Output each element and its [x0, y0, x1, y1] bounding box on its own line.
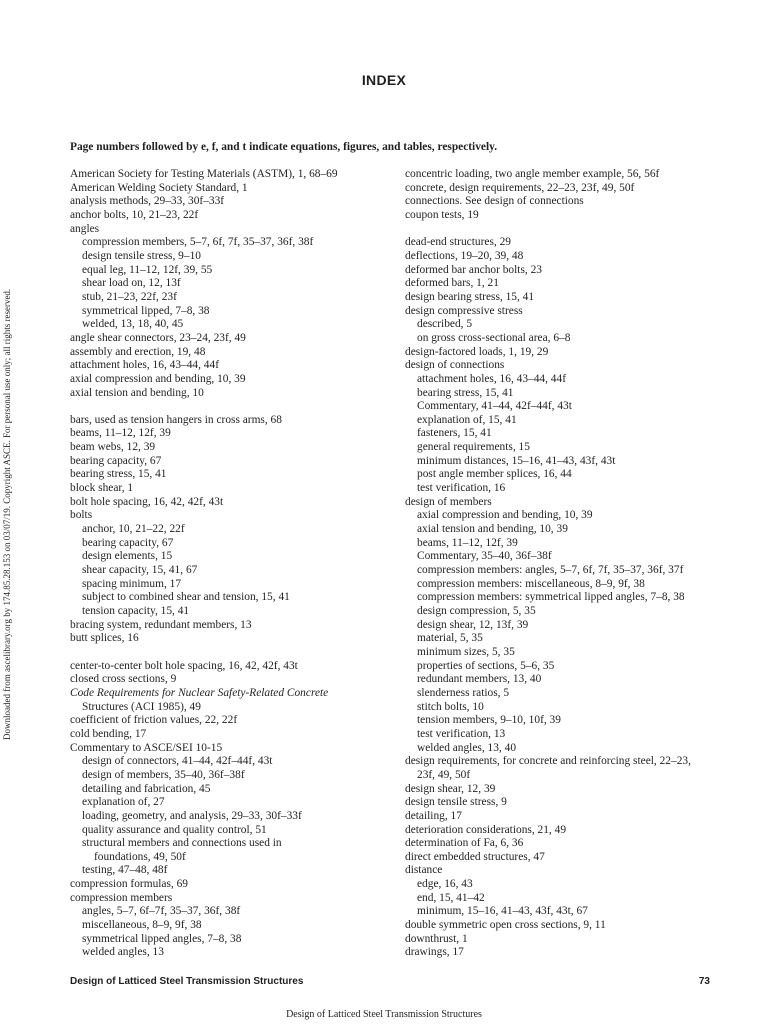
index-subentry: minimum, 15–16, 41–43, 43f, 43t, 67 — [417, 905, 588, 918]
index-subentry: compression members: angles, 5–7, 6f, 7f, 35–37, 36f, 37f — [417, 564, 684, 577]
index-entry: cold bending, 17 — [70, 727, 147, 740]
index-entry: design shear, 12, 39 — [405, 782, 496, 795]
index-subentry: properties of sections, 5–6, 35 — [417, 659, 555, 672]
index-subentry: post angle member splices, 16, 44 — [417, 468, 572, 481]
index-entry: block shear, 1 — [70, 482, 134, 495]
index-entry: design of members — [405, 495, 492, 508]
index-subentry: subject to combined shear and tension, 15, 41 — [82, 591, 290, 604]
index-entry: Commentary to ASCE/SEI 10-15 — [70, 741, 223, 754]
index-right-column — [405, 168, 725, 960]
index-entry: deformed bar anchor bolts, 23 — [405, 263, 542, 276]
index-subentry: design of connectors, 41–44, 42f–44f, 43t — [82, 755, 273, 768]
index-subentry: anchor, 10, 21–22, 22f — [82, 523, 185, 536]
index-entry: assembly and erection, 19, 48 — [70, 345, 206, 358]
index-subentry: described, 5 — [417, 318, 473, 331]
page-number: 73 — [698, 976, 710, 987]
index-subentry: fasteners, 15, 41 — [417, 427, 492, 440]
index-entry: downthrust, 1 — [405, 932, 468, 945]
index-subentry: compression members, 5–7, 6f, 7f, 35–37, 36f, 38f — [82, 236, 314, 249]
index-subentry: stitch bolts, 10 — [417, 700, 484, 713]
index-entry: design-factored loads, 1, 19, 29 — [405, 345, 549, 358]
index-entry: Code Requirements for Nuclear Safety-Related Concrete — [70, 686, 329, 699]
index-entry: American Society for Testing Materials (ASTM), 1, 68–69 — [70, 168, 338, 180]
index-entry: design requirements, for concrete and reinforcing steel, 22–23, — [405, 755, 691, 768]
index-entry: deterioration considerations, 21, 49 — [405, 823, 567, 836]
index-subentry: compression members: miscellaneous, 8–9, 9f, 38 — [417, 577, 645, 590]
index-subentry: compression members: symmetrical lipped angles, 7–8, 38 — [417, 591, 685, 604]
index-subentry: Commentary, 41–44, 42f–44f, 43t — [417, 400, 572, 413]
index-subentry: general requirements, 15 — [417, 441, 530, 454]
index-entry: beam webs, 12, 39 — [70, 441, 156, 454]
index-subentry: symmetrical lipped, 7–8, 38 — [82, 304, 210, 317]
index-subentry: redundant members, 13, 40 — [417, 673, 542, 686]
index-spacer — [70, 646, 400, 660]
index-entry: compression formulas, 69 — [70, 878, 188, 891]
index-entry: deflections, 19–20, 39, 48 — [405, 249, 524, 262]
index-subentry: stub, 21–23, 22f, 23f — [82, 290, 177, 303]
index-subentry: design compression, 5, 35 — [417, 605, 536, 617]
index-spacer — [70, 400, 400, 414]
index-subentry: on gross cross-sectional area, 6–8 — [417, 331, 571, 344]
index-subentry: quality assurance and quality control, 51 — [82, 823, 267, 836]
index-entry: double symmetric open cross sections, 9, 11 — [405, 919, 606, 932]
index-subentry: bearing capacity, 67 — [82, 536, 174, 549]
index-entry: design bearing stress, 15, 41 — [405, 290, 535, 303]
index-entry: closed cross sections, 9 — [70, 673, 177, 686]
index-subentry: explanation of, 15, 41 — [417, 413, 517, 426]
index-subentry: attachment holes, 16, 43–44, 44f — [417, 372, 566, 385]
index-subentry: design shear, 12, 13f, 39 — [417, 618, 529, 631]
index-subentry: tension members, 9–10, 10f, 39 — [417, 714, 561, 727]
index-subentry: shear capacity, 15, 41, 67 — [82, 564, 198, 577]
index-entry: bearing stress, 15, 41 — [70, 468, 167, 481]
index-subentry: bearing stress, 15, 41 — [417, 386, 514, 399]
index-entry: compression members — [70, 891, 173, 904]
bottom-title: Design of Latticed Steel Transmission Structures — [286, 1009, 482, 1020]
index-subentry: welded angles, 13 — [82, 946, 164, 959]
index-subentry: minimum sizes, 5, 35 — [417, 645, 515, 658]
index-entry: connections. See design of connections — [405, 195, 584, 208]
index-subentry: loading, geometry, and analysis, 29–33, 30f–33f — [82, 809, 302, 822]
index-subentry: shear load on, 12, 13f — [82, 277, 181, 290]
index-entry: American Welding Society Standard, 1 — [70, 181, 248, 194]
index-entry: bearing capacity, 67 — [70, 454, 162, 467]
index-subentry: equal leg, 11–12, 12f, 39, 55 — [82, 263, 213, 276]
index-entry: distance — [405, 864, 443, 877]
index-entry: bolt hole spacing, 16, 42, 42f, 43t — [70, 495, 224, 508]
index-spacer — [405, 223, 725, 237]
index-subentry: Structures (ACI 1985), 49 — [82, 700, 201, 713]
download-notice-text: Downloaded from ascelibrary.org by 174.85.28.153 on 03/07/19. Copyright ASCE. For personal use only; all rights reserved. — [2, 288, 12, 740]
index-subentry: symmetrical lipped angles, 7–8, 38 — [82, 932, 242, 945]
index-entry: determination of Fa, 6, 36 — [405, 837, 524, 850]
index-subentry: angles, 5–7, 6f–7f, 35–37, 36f, 38f — [82, 905, 241, 918]
index-entry: axial tension and bending, 10 — [70, 386, 204, 399]
index-entry: design of connections — [405, 359, 505, 372]
index-subentry: axial tension and bending, 10, 39 — [417, 523, 568, 536]
index-entry: design tensile stress, 9 — [405, 796, 507, 809]
page-title: INDEX — [361, 72, 407, 88]
index-subentry: 23f, 49, 50f — [417, 768, 471, 781]
index-entry: angles — [70, 222, 100, 235]
index-subentry: design tensile stress, 9–10 — [82, 249, 201, 262]
index-subentry: testing, 47–48, 48f — [82, 864, 168, 877]
index-subentry: design elements, 15 — [82, 550, 173, 563]
index-subentry: material, 5, 35 — [417, 632, 483, 645]
index-entry: beams, 11–12, 12f, 39 — [70, 427, 171, 440]
index-subentry: beams, 11–12, 12f, 39 — [417, 536, 518, 549]
index-subentry: tension capacity, 15, 41 — [82, 605, 190, 617]
index-entry: center-to-center bolt hole spacing, 16, 42, 42f, 43t — [70, 659, 298, 672]
index-entry: concrete, design requirements, 22–23, 23f, 49, 50f — [405, 181, 635, 194]
index-subentry: axial compression and bending, 10, 39 — [417, 509, 593, 522]
index-subentry: edge, 16, 43 — [417, 878, 473, 891]
index-subentry: foundations, 49, 50f — [94, 850, 186, 863]
index-subentry: welded angles, 13, 40 — [417, 741, 517, 754]
download-notice — [2, 250, 14, 750]
index-subentry: test verification, 16 — [417, 482, 506, 495]
index-entry: angle shear connectors, 23–24, 23f, 49 — [70, 331, 246, 344]
index-subentry: Commentary, 35–40, 36f–38f — [417, 550, 552, 563]
index-entry: coefficient of friction values, 22, 22f — [70, 714, 238, 727]
index-entry: direct embedded structures, 47 — [405, 850, 545, 863]
index-subentry: slenderness ratios, 5 — [417, 686, 510, 699]
index-entry: analysis methods, 29–33, 30f–33f — [70, 195, 225, 208]
index-left-column — [70, 168, 400, 960]
index-subentry: end, 15, 41–42 — [417, 891, 485, 904]
index-subentry: spacing minimum, 17 — [82, 577, 182, 590]
index-subentry: miscellaneous, 8–9, 9f, 38 — [82, 919, 202, 932]
index-entry: drawings, 17 — [405, 946, 464, 959]
index-entry: deformed bars, 1, 21 — [405, 277, 499, 290]
index-entry: bolts — [70, 509, 93, 522]
index-subentry: structural members and connections used in — [82, 837, 282, 850]
index-entry: dead-end structures, 29 — [405, 236, 511, 249]
index-entry: concentric loading, two angle member example, 56, 56f — [405, 168, 660, 180]
index-entry: axial compression and bending, 10, 39 — [70, 372, 246, 385]
index-note: Page numbers followed by e, f, and t indicate equations, figures, and tables, respectively. — [70, 141, 498, 153]
index-entry: detailing, 17 — [405, 809, 462, 822]
index-entry: attachment holes, 16, 43–44, 44f — [70, 359, 219, 372]
index-subentry: explanation of, 27 — [82, 796, 165, 809]
index-entry: design compressive stress — [405, 304, 523, 317]
index-entry: coupon tests, 19 — [405, 208, 479, 221]
index-entry: anchor bolts, 10, 21–23, 22f — [70, 208, 199, 221]
index-subentry: test verification, 13 — [417, 727, 506, 740]
footer-title: Design of Latticed Steel Transmission Structures — [70, 976, 304, 987]
index-subentry: welded, 13, 18, 40, 45 — [82, 318, 184, 331]
index-subentry: design of members, 35–40, 36f–38f — [82, 768, 245, 781]
index-entry: bars, used as tension hangers in cross arms, 68 — [70, 413, 282, 426]
index-entry: bracing system, redundant members, 13 — [70, 618, 252, 631]
index-subentry: minimum distances, 15–16, 41–43, 43f, 43t — [417, 454, 616, 467]
index-entry: butt splices, 16 — [70, 632, 139, 645]
index-subentry: detailing and fabrication, 45 — [82, 782, 211, 795]
